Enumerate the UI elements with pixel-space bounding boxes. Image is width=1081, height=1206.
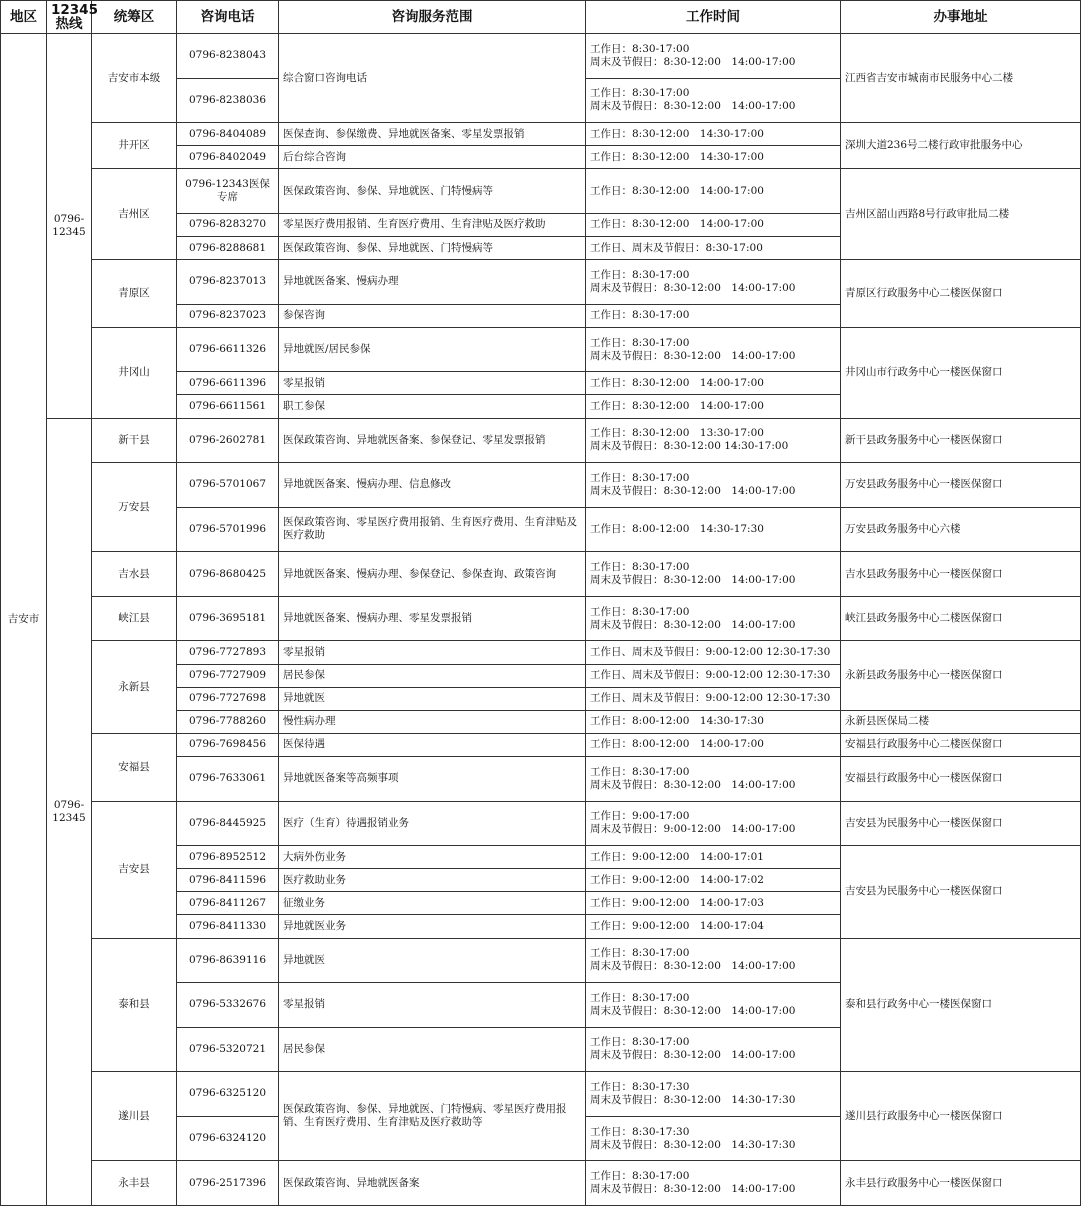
scope-cell: 医保政策咨询、异地就医备案、参保登记、零星发票报销 [279,418,586,463]
phone-cell: 0796-2602781 [177,418,279,463]
table-row [1,123,1081,146]
phone-cell: 0796-7788260 [177,710,279,733]
scope-cell: 医保政策咨询、异地就医备案 [279,1161,586,1206]
area-cell: 井冈山 [92,327,177,418]
hours-cell: 工作日：8:30-17:00 周末及节假日：8:30-12:00 14:00-17:00 [586,756,841,801]
phone-cell: 0796-12343医保专席 [177,169,279,214]
address-cell: 永新县医保局二楼 [841,710,1081,733]
address-cell: 遂川县行政服务中心一楼医保窗口 [841,1072,1081,1161]
table-row [1,733,1081,756]
area-cell: 井开区 [92,123,177,169]
phone-cell: 0796-8238043 [177,34,279,79]
area-cell: 安福县 [92,733,177,801]
scope-cell: 医保查询、参保缴费、异地就医备案、零星发票报销 [279,123,586,146]
hours-cell: 工作日：8:30-17:00 周末及节假日：8:30-12:00 14:00-17:00 [586,260,841,305]
table-row [1,260,1081,305]
header-phone: 咨询电话 [177,1,279,34]
table-row [1,938,1081,983]
phone-cell: 0796-8411330 [177,915,279,938]
hours-cell: 工作日：8:30-12:00 14:00-17:00 [586,372,841,395]
phone-cell: 0796-8238036 [177,78,279,123]
address-cell: 峡江县政务服务中心二楼医保窗口 [841,596,1081,641]
address-cell: 泰和县行政务中心一楼医保窗口 [841,938,1081,1072]
scope-cell: 后台综合咨询 [279,146,586,169]
hours-cell: 工作日：8:30-17:00 周末及节假日：8:30-12:00 14:00-17:00 [586,1027,841,1072]
hours-cell: 工作日：8:30-17:00 周末及节假日：8:30-12:00 14:00-17:00 [586,34,841,79]
area-cell: 吉安县 [92,801,177,938]
table-row [1,1072,1081,1117]
address-cell: 吉安县为民服务中心一楼医保窗口 [841,846,1081,938]
header-address: 办事地址 [841,1,1081,34]
table-row [1,463,1081,508]
address-cell: 安福县行政服务中心二楼医保窗口 [841,733,1081,756]
scope-cell: 异地就医备案、慢病办理 [279,260,586,305]
address-cell: 万安县政务服务中心一楼医保窗口 [841,463,1081,508]
area-cell: 新干县 [92,418,177,463]
phone-cell: 0796-8952512 [177,846,279,869]
phone-cell: 0796-5320721 [177,1027,279,1072]
header-hours: 工作时间 [586,1,841,34]
hours-cell: 工作日：8:30-17:30 周末及节假日：8:30-12:00 14:30-17:30 [586,1072,841,1117]
scope-cell: 医保政策咨询、零星医疗费用报销、生育医疗费用、生育津贴及医疗救助 [279,507,586,552]
table-row [1,169,1081,214]
hours-cell: 工作日、周末及节假日：8:30-17:00 [586,237,841,260]
table-row [1,1161,1081,1206]
scope-cell: 医疗（生育）待遇报销业务 [279,801,586,846]
hours-cell: 工作日：9:00-12:00 14:00-17:04 [586,915,841,938]
scope-cell: 异地就医 [279,687,586,710]
phone-cell: 0796-8411267 [177,892,279,915]
table-row [1,327,1081,372]
scope-cell: 慢性病办理 [279,710,586,733]
area-cell: 永丰县 [92,1161,177,1206]
area-cell: 峡江县 [92,596,177,641]
hours-cell: 工作日：8:30-17:00 [586,304,841,327]
area-cell: 吉安市本级 [92,34,177,123]
hours-cell: 工作日：8:30-12:00 14:00-17:00 [586,213,841,236]
phone-cell: 0796-6611561 [177,395,279,418]
scope-cell: 职工参保 [279,395,586,418]
scope-cell: 征缴业务 [279,892,586,915]
area-cell: 遂川县 [92,1072,177,1161]
phone-cell: 0796-6324120 [177,1116,279,1161]
header-hotline: 12345 热线 [47,1,92,34]
phone-cell: 0796-8283270 [177,213,279,236]
header-scope: 咨询服务范围 [279,1,586,34]
address-cell: 永丰县行政服务中心一楼医保窗口 [841,1161,1081,1206]
phone-cell: 0796-2517396 [177,1161,279,1206]
phone-cell: 0796-8411596 [177,869,279,892]
table-row [1,641,1081,664]
phone-cell: 0796-5701996 [177,507,279,552]
phone-cell: 0796-8288681 [177,237,279,260]
phone-cell: 0796-8237023 [177,304,279,327]
header-area: 统筹区 [92,1,177,34]
header-region: 地区 [1,1,47,34]
scope-cell: 医疗救助业务 [279,869,586,892]
scope-cell: 参保咨询 [279,304,586,327]
hours-cell: 工作日：9:00-17:00 周末及节假日：9:00-12:00 14:00-17:00 [586,801,841,846]
hours-cell: 工作日：8:00-12:00 14:30-17:30 [586,507,841,552]
table-row [1,552,1081,597]
hours-cell: 工作日、周末及节假日：9:00-12:00 12:30-17:30 [586,664,841,687]
phone-cell: 0796-7727893 [177,641,279,664]
scope-cell: 零星报销 [279,641,586,664]
phone-cell: 0796-6325120 [177,1072,279,1117]
hours-cell: 工作日、周末及节假日：9:00-12:00 12:30-17:30 [586,687,841,710]
scope-cell: 零星医疗费用报销、生育医疗费用、生育津贴及医疗救助 [279,213,586,236]
hours-cell: 工作日：8:30-12:00 13:30-17:00 周末及节假日：8:30-12:00 14:30-17:00 [586,418,841,463]
scope-cell: 医保政策咨询、参保、异地就医、门特慢病等 [279,169,586,214]
address-cell: 新干县政务服务中心一楼医保窗口 [841,418,1081,463]
hours-cell: 工作日：9:00-12:00 14:00-17:02 [586,869,841,892]
scope-cell: 综合窗口咨询电话 [279,34,586,123]
phone-cell: 0796-8445925 [177,801,279,846]
phone-cell: 0796-6611326 [177,327,279,372]
hours-cell: 工作日：8:30-17:00 周末及节假日：8:30-12:00 14:00-17:00 [586,327,841,372]
hours-cell: 工作日：8:30-17:00 周末及节假日：8:30-12:00 14:00-17:00 [586,78,841,123]
hours-cell: 工作日：8:00-12:00 14:30-17:30 [586,710,841,733]
phone-cell: 0796-8680425 [177,552,279,597]
area-cell: 吉水县 [92,552,177,597]
table-row [1,596,1081,641]
hours-cell: 工作日：8:00-12:00 14:00-17:00 [586,733,841,756]
phone-cell: 0796-7633061 [177,756,279,801]
area-cell: 吉州区 [92,169,177,260]
hours-cell: 工作日：9:00-12:00 14:00-17:01 [586,846,841,869]
hours-cell: 工作日：8:30-17:30 周末及节假日：8:30-12:00 14:30-17:30 [586,1116,841,1161]
hours-cell: 工作日：8:30-17:00 周末及节假日：8:30-12:00 14:00-17:00 [586,1161,841,1206]
table-row [1,418,1081,463]
address-cell: 深圳大道236号二楼行政审批服务中心 [841,123,1081,169]
hours-cell: 工作日：8:30-17:00 周末及节假日：8:30-12:00 14:00-17:00 [586,983,841,1028]
scope-cell: 异地就医备案等高频事项 [279,756,586,801]
address-cell: 安福县行政服务中心一楼医保窗口 [841,756,1081,801]
phone-cell: 0796-7727909 [177,664,279,687]
scope-cell: 异地就医备案、慢病办理、参保登记、参保查询、政策咨询 [279,552,586,597]
hours-cell: 工作日：8:30-17:00 周末及节假日：8:30-12:00 14:00-17:00 [586,552,841,597]
address-cell: 吉水县政务服务中心一楼医保窗口 [841,552,1081,597]
scope-cell: 零星报销 [279,372,586,395]
hours-cell: 工作日：8:30-17:00 周末及节假日：8:30-12:00 14:00-17:00 [586,596,841,641]
scope-cell: 医保待遇 [279,733,586,756]
phone-cell: 0796-5332676 [177,983,279,1028]
hotline-cell: 0796- 12345 [47,34,92,419]
hours-cell: 工作日：8:30-12:00 14:00-17:00 [586,169,841,214]
scope-cell: 异地就医备案、慢病办理、信息修改 [279,463,586,508]
area-cell: 永新县 [92,641,177,733]
phone-cell: 0796-8402049 [177,146,279,169]
address-cell: 吉州区韶山西路8号行政审批局二楼 [841,169,1081,260]
phone-cell: 0796-7727698 [177,687,279,710]
hours-cell: 工作日、周末及节假日：9:00-12:00 12:30-17:30 [586,641,841,664]
header-row [1,1,1081,34]
address-cell: 江西省吉安市城南市民服务中心二楼 [841,34,1081,123]
scope-cell: 居民参保 [279,664,586,687]
hours-cell: 工作日：8:30-12:00 14:30-17:00 [586,146,841,169]
address-cell: 井冈山市行政务中心一楼医保窗口 [841,327,1081,418]
address-cell: 吉安县为民服务中心一楼医保窗口 [841,801,1081,846]
scope-cell: 异地就医业务 [279,915,586,938]
table-row [1,801,1081,846]
scope-cell: 异地就医备案、慢病办理、零星发票报销 [279,596,586,641]
phone-cell: 0796-8237013 [177,260,279,305]
phone-cell: 0796-3695181 [177,596,279,641]
scope-cell: 医保政策咨询、参保、异地就医、门特慢病等 [279,237,586,260]
table-row [1,34,1081,79]
area-cell: 泰和县 [92,938,177,1072]
scope-cell: 零星报销 [279,983,586,1028]
hours-cell: 工作日：8:30-12:00 14:30-17:00 [586,123,841,146]
scope-cell: 居民参保 [279,1027,586,1072]
phone-cell: 0796-7698456 [177,733,279,756]
area-cell: 万安县 [92,463,177,552]
hours-cell: 工作日：8:30-17:00 周末及节假日：8:30-12:00 14:00-17:00 [586,463,841,508]
address-cell: 永新县政务服务中心一楼医保窗口 [841,641,1081,710]
hours-cell: 工作日：9:00-12:00 14:00-17:03 [586,892,841,915]
phone-cell: 0796-5701067 [177,463,279,508]
area-cell: 青原区 [92,260,177,328]
region-cell: 吉安市 [1,34,47,1206]
scope-cell: 异地就医 [279,938,586,983]
hours-cell: 工作日：8:30-12:00 14:00-17:00 [586,395,841,418]
scope-cell: 异地就医/居民参保 [279,327,586,372]
hours-cell: 工作日：8:30-17:00 周末及节假日：8:30-12:00 14:00-17:00 [586,938,841,983]
phone-cell: 0796-6611396 [177,372,279,395]
phone-cell: 0796-8639116 [177,938,279,983]
hotline-cell: 0796- 12345 [47,418,92,1205]
address-cell: 万安县政务服务中心六楼 [841,507,1081,552]
address-cell: 青原区行政服务中心二楼医保窗口 [841,260,1081,328]
scope-cell: 大病外伤业务 [279,846,586,869]
scope-cell: 医保政策咨询、参保、异地就医、门特慢病、零星医疗费用报销、生育医疗费用、生育津贴及医疗救助等 [279,1072,586,1161]
phone-cell: 0796-8404089 [177,123,279,146]
